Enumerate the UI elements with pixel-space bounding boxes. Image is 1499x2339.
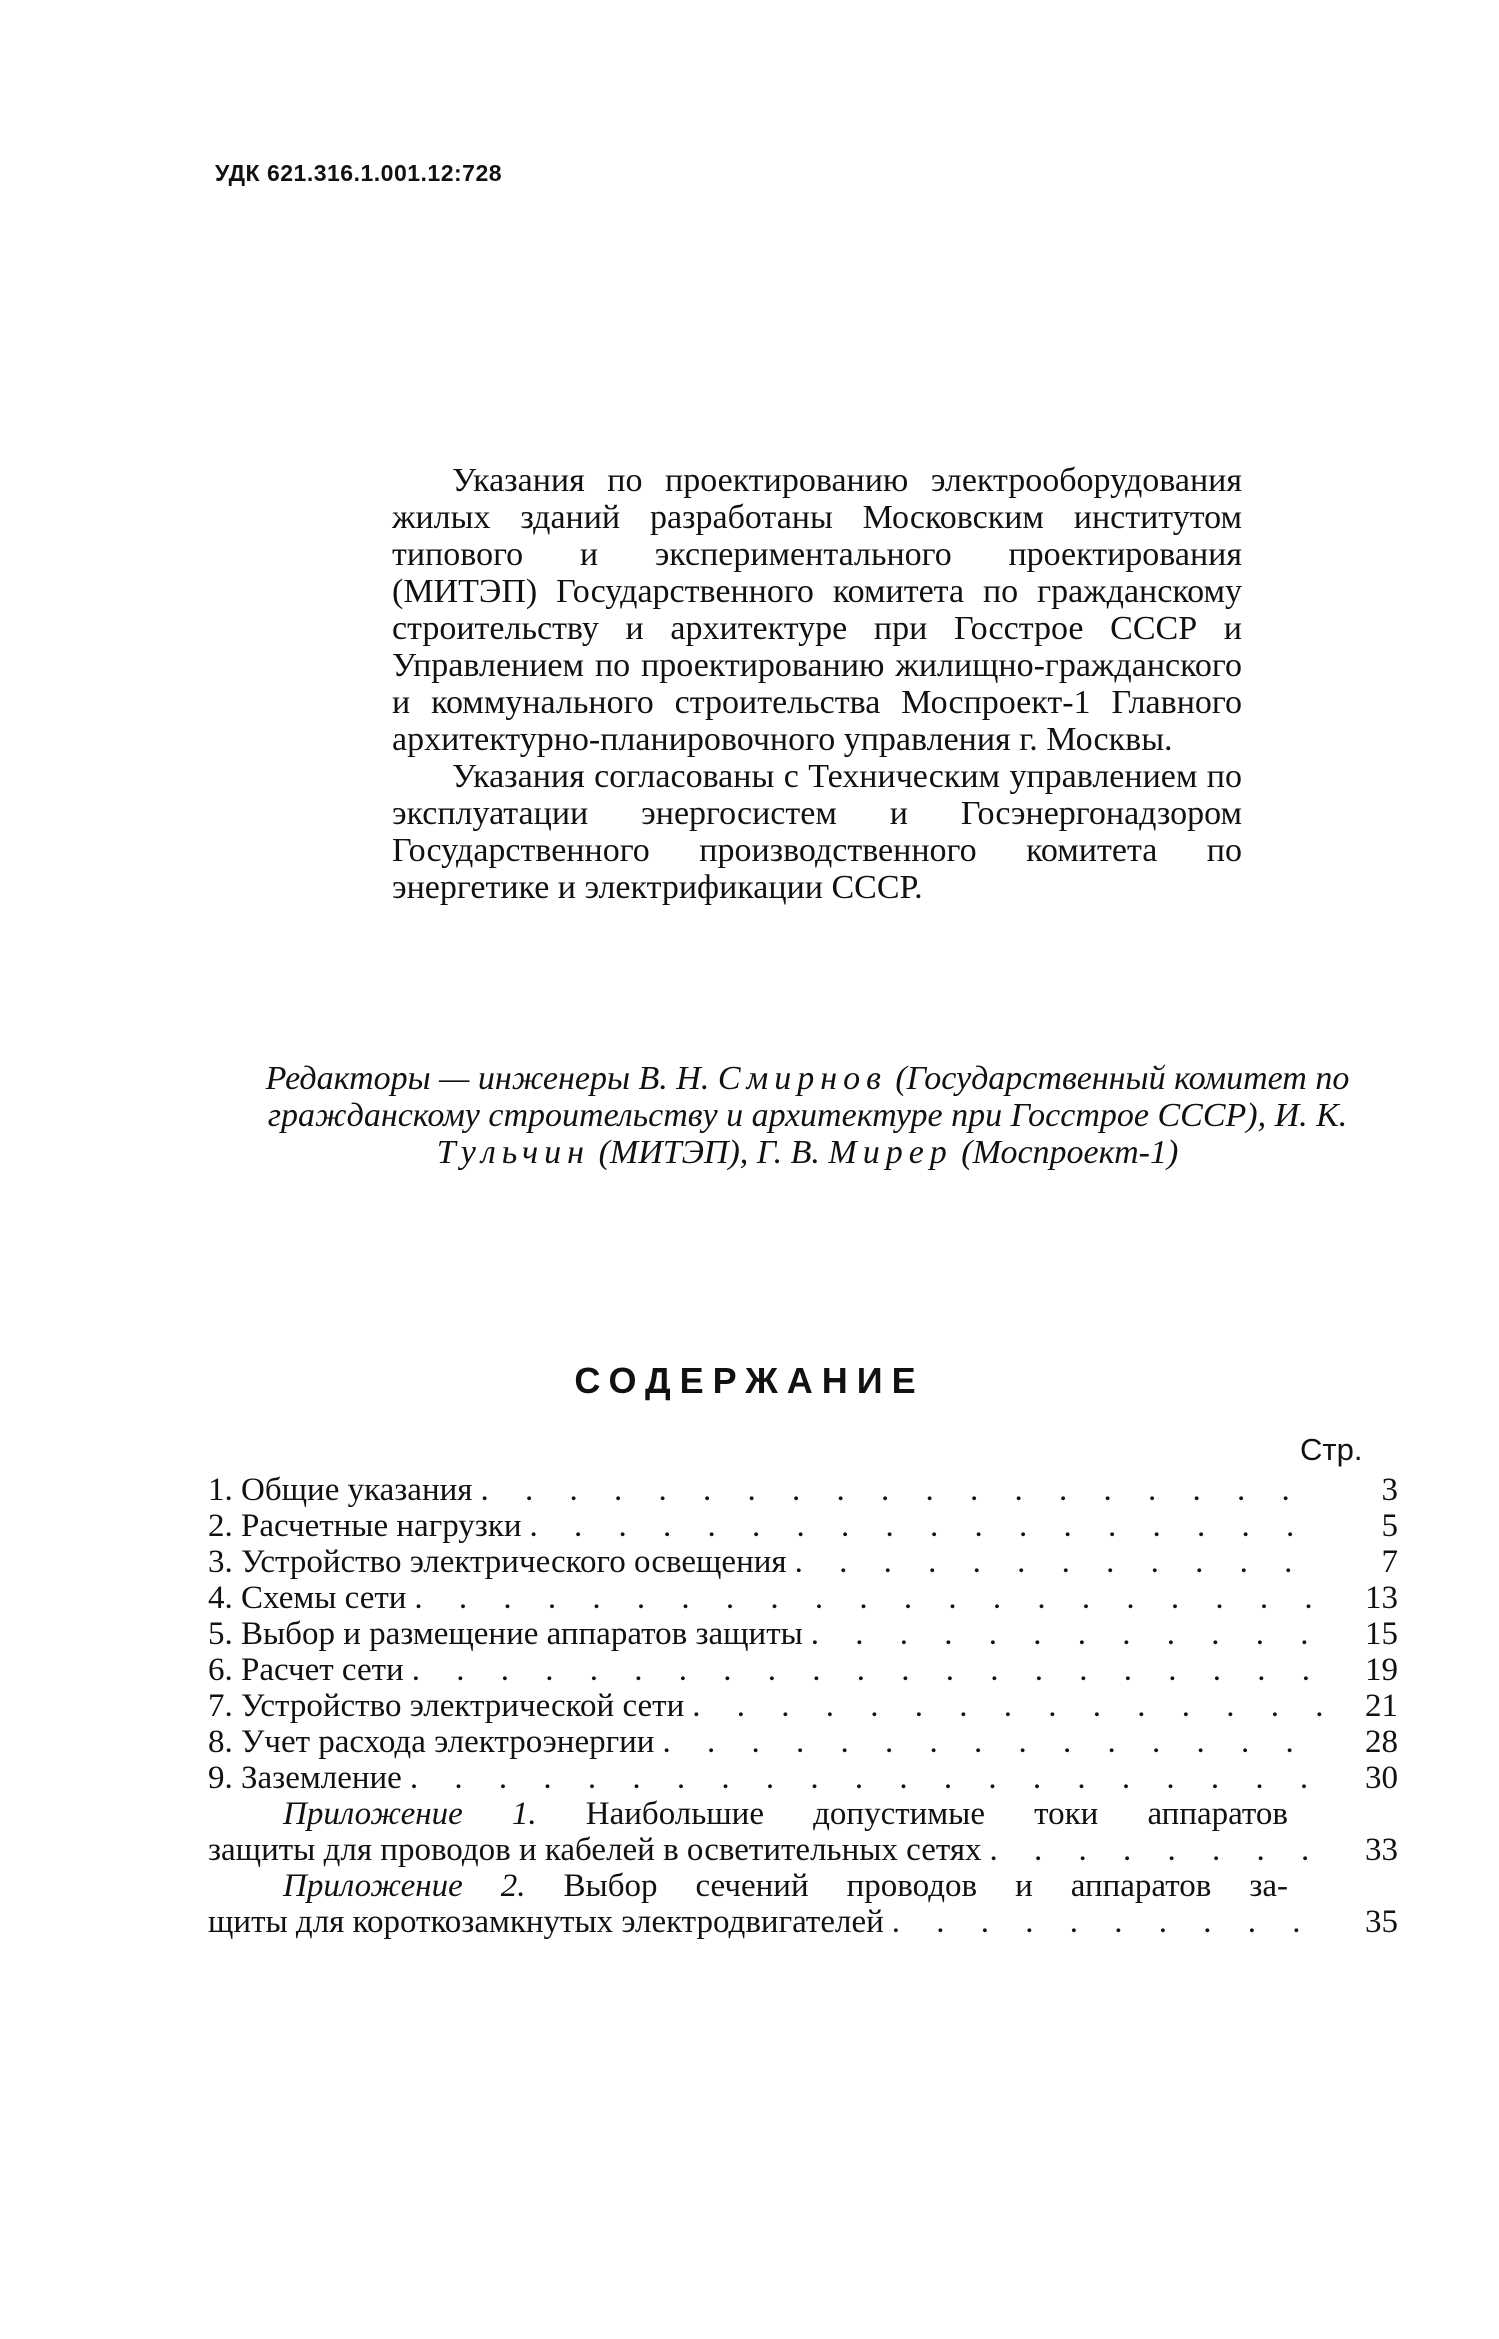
toc-item-page: 3	[1381, 1472, 1398, 1508]
toc-item-label: 1. Общие указания	[208, 1472, 473, 1508]
editors-lead: Редакторы — инженеры В. Н.	[265, 1060, 718, 1097]
appendix-title: Выбор сечений проводов и аппаратов за-	[525, 1868, 1288, 1904]
editor-name: Смирнов	[717, 1060, 887, 1097]
toc-item[interactable]	[208, 1544, 1398, 1580]
editor-org: (Государственный комитет по гражданскому строительству и архитектуре при Госстрое СССР), И. К.	[267, 1060, 1350, 1134]
toc-title: СОДЕРЖАНИЕ	[574, 1360, 925, 1401]
toc-item[interactable]	[208, 1616, 1398, 1652]
editor-name: Тульчин	[436, 1134, 591, 1171]
appendix-prefix: Приложение 2.	[283, 1868, 526, 1904]
appendix-title-cont: защиты для проводов и кабелей в осветительных сетях	[208, 1832, 982, 1868]
toc-item-page: 7	[1381, 1544, 1398, 1580]
toc-item-label: 8. Учет расхода электроэнергии	[208, 1724, 655, 1760]
toc-item[interactable]	[208, 1580, 1398, 1616]
toc-item-page: 33	[1365, 1832, 1398, 1868]
toc-item-page: 30	[1365, 1760, 1398, 1796]
toc-item-label: 7. Устройство электрической сети	[208, 1688, 685, 1724]
abstract-paragraph: Указания по проектированию электрооборудования жилых зданий разработаны Московским институтом типового и экспериментального проектирования (МИТЭП) Государственного комитета по гражданскому строительству и архитектуре при Госстрое СССР и Управлением по проектированию жилищно-гражданского и коммунального строительства Моспроект-1 Главного архитектурно-планировочного управления г. Москвы.	[392, 462, 1242, 758]
toc-item-label: 9. Заземление	[208, 1760, 402, 1796]
appendix-title: Наибольшие допустимые токи аппаратов	[536, 1796, 1288, 1832]
toc-item[interactable]	[208, 1724, 1398, 1760]
toc-item-label: 3. Устройство электрического освещения	[208, 1544, 787, 1580]
abstract	[392, 462, 1242, 906]
editor-name: Мирер	[828, 1134, 953, 1171]
toc-item[interactable]	[208, 1472, 1398, 1508]
udk-code: УДК 621.316.1.001.12:728	[215, 160, 503, 186]
toc-item-page: 5	[1381, 1508, 1398, 1544]
toc-item[interactable]	[208, 1760, 1398, 1796]
toc-item-page: 19	[1365, 1652, 1398, 1688]
editor-org: (Моспроект-1)	[952, 1134, 1179, 1171]
editors-credit	[205, 1060, 1410, 1171]
toc-appendix[interactable]	[208, 1796, 1398, 1868]
appendix-title-cont: щиты для короткозамкнутых электродвигателей	[208, 1904, 884, 1940]
toc-page-header: Стр.	[1300, 1432, 1363, 1467]
toc-item-page: 28	[1365, 1724, 1398, 1760]
toc-item-page: 21	[1365, 1688, 1398, 1724]
toc-item-page: 13	[1365, 1580, 1398, 1616]
toc-item[interactable]	[208, 1508, 1398, 1544]
toc-item-label: 5. Выбор и размещение аппаратов защиты	[208, 1616, 803, 1652]
toc-item-label: 6. Расчет сети	[208, 1652, 404, 1688]
table-of-contents	[208, 1472, 1398, 1940]
abstract-paragraph: Указания согласованы с Техническим управлением по эксплуатации энергосистем и Госэнергонадзором Государственного производственного комитета по энергетике и электрификации СССР.	[392, 758, 1242, 906]
appendix-prefix: Приложение 1.	[283, 1796, 537, 1832]
toc-item-page: 15	[1365, 1616, 1398, 1652]
toc-item-label: 2. Расчетные нагрузки	[208, 1508, 522, 1544]
toc-item[interactable]	[208, 1652, 1398, 1688]
toc-item[interactable]	[208, 1688, 1398, 1724]
toc-item-label: 4. Схемы сети	[208, 1580, 407, 1616]
editor-org: (МИТЭП), Г. В.	[590, 1134, 829, 1171]
toc-appendix[interactable]	[208, 1868, 1398, 1940]
toc-item-page: 35	[1365, 1904, 1398, 1940]
